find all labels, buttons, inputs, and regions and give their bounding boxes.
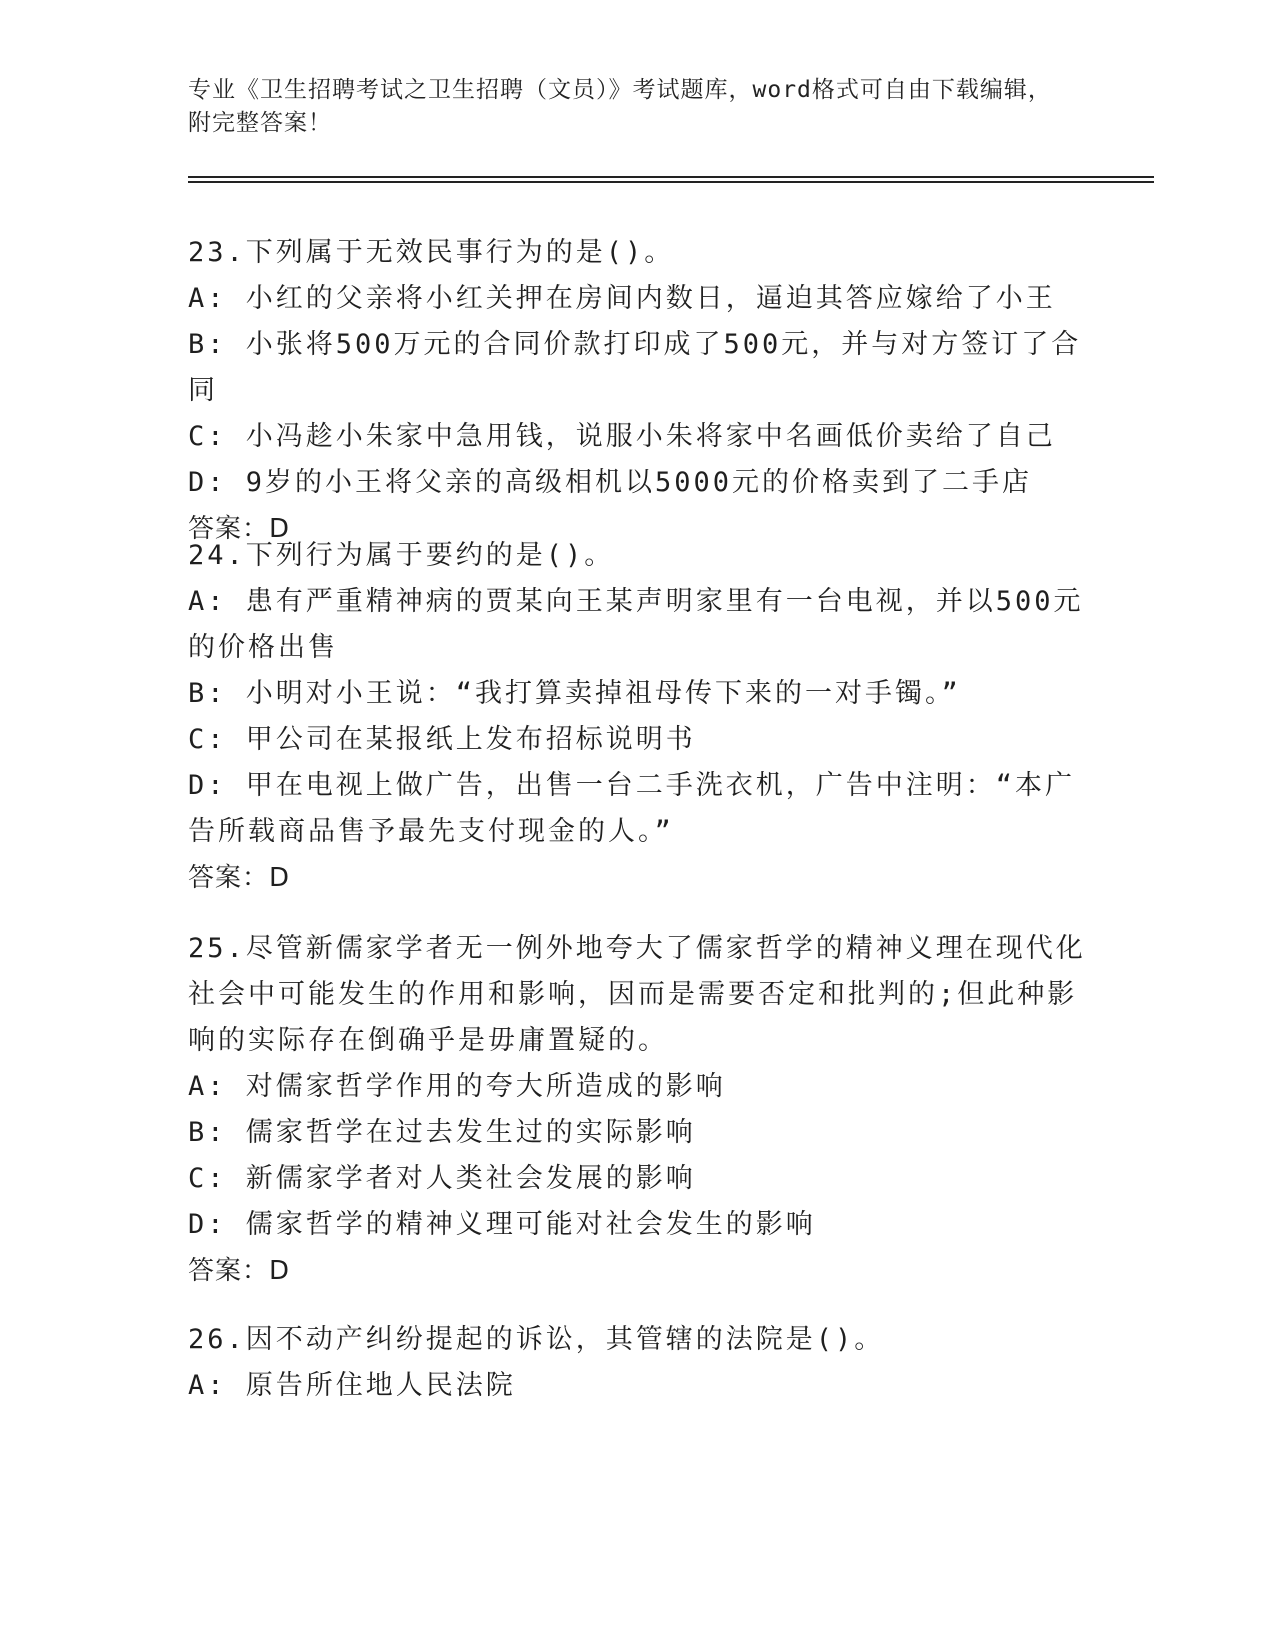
question-23 — [188, 230, 1088, 552]
option-b: B: 小明对小王说：“我打算卖掉祖母传下来的一对手镯。” — [188, 678, 961, 709]
question-stem: 24.下列行为属于要约的是()。 — [188, 540, 615, 571]
option-a: A: 患有严重精神病的贾某向王某声明家里有一台电视，并以500元的价格出售 — [188, 586, 1084, 663]
option-b: B: 小张将500万元的合同价款打印成了500元，并与对方签订了合同 — [188, 329, 1082, 406]
answer: 答案：D — [188, 514, 291, 544]
question-stem: 25.尽管新儒家学者无一例外地夸大了儒家哲学的精神义理在现代化社会中可能发生的作用和影响，因而是需要否定和批判的;但此种影响的实际存在倒确乎是毋庸置疑的。 — [188, 933, 1086, 1056]
header-rule-bottom — [188, 181, 1154, 183]
question-stem: 26.因不动产纠纷提起的诉讼，其管辖的法院是()。 — [188, 1324, 885, 1355]
option-a: A: 对儒家哲学作用的夸大所造成的影响 — [188, 1071, 726, 1102]
option-b: B: 儒家哲学在过去发生过的实际影响 — [188, 1117, 696, 1148]
question-stem: 23.下列属于无效民事行为的是()。 — [188, 237, 675, 268]
question-24 — [188, 533, 1088, 901]
option-c: C: 新儒家学者对人类社会发展的影响 — [188, 1163, 696, 1194]
option-d: D: 9岁的小王将父亲的高级相机以5000元的价格卖到了二手店 — [188, 467, 1033, 498]
header-text: 专业《卫生招聘考试之卫生招聘（文员）》考试题库，word格式可自由下载编辑，附完整答案！ — [188, 77, 1052, 136]
option-d: D: 儒家哲学的精神义理可能对社会发生的影响 — [188, 1209, 816, 1240]
answer: 答案：D — [188, 1256, 291, 1286]
option-a: A: 原告所住地人民法院 — [188, 1370, 516, 1401]
option-d: D: 甲在电视上做广告，出售一台二手洗衣机，广告中注明：“本广告所载商品售予最先支付现金的人。” — [188, 770, 1076, 847]
option-c: C: 甲公司在某报纸上发布招标说明书 — [188, 724, 696, 755]
option-c: C: 小冯趁小朱家中急用钱，说服小朱将家中名画低价卖给了自己 — [188, 421, 1056, 452]
header-rule-top — [188, 176, 1154, 178]
answer: 答案：D — [188, 863, 291, 893]
option-a: A: 小红的父亲将小红关押在房间内数日，逼迫其答应嫁给了小王 — [188, 283, 1056, 314]
question-26 — [188, 1317, 1088, 1409]
question-25 — [188, 926, 1088, 1294]
document-header — [188, 74, 1068, 140]
